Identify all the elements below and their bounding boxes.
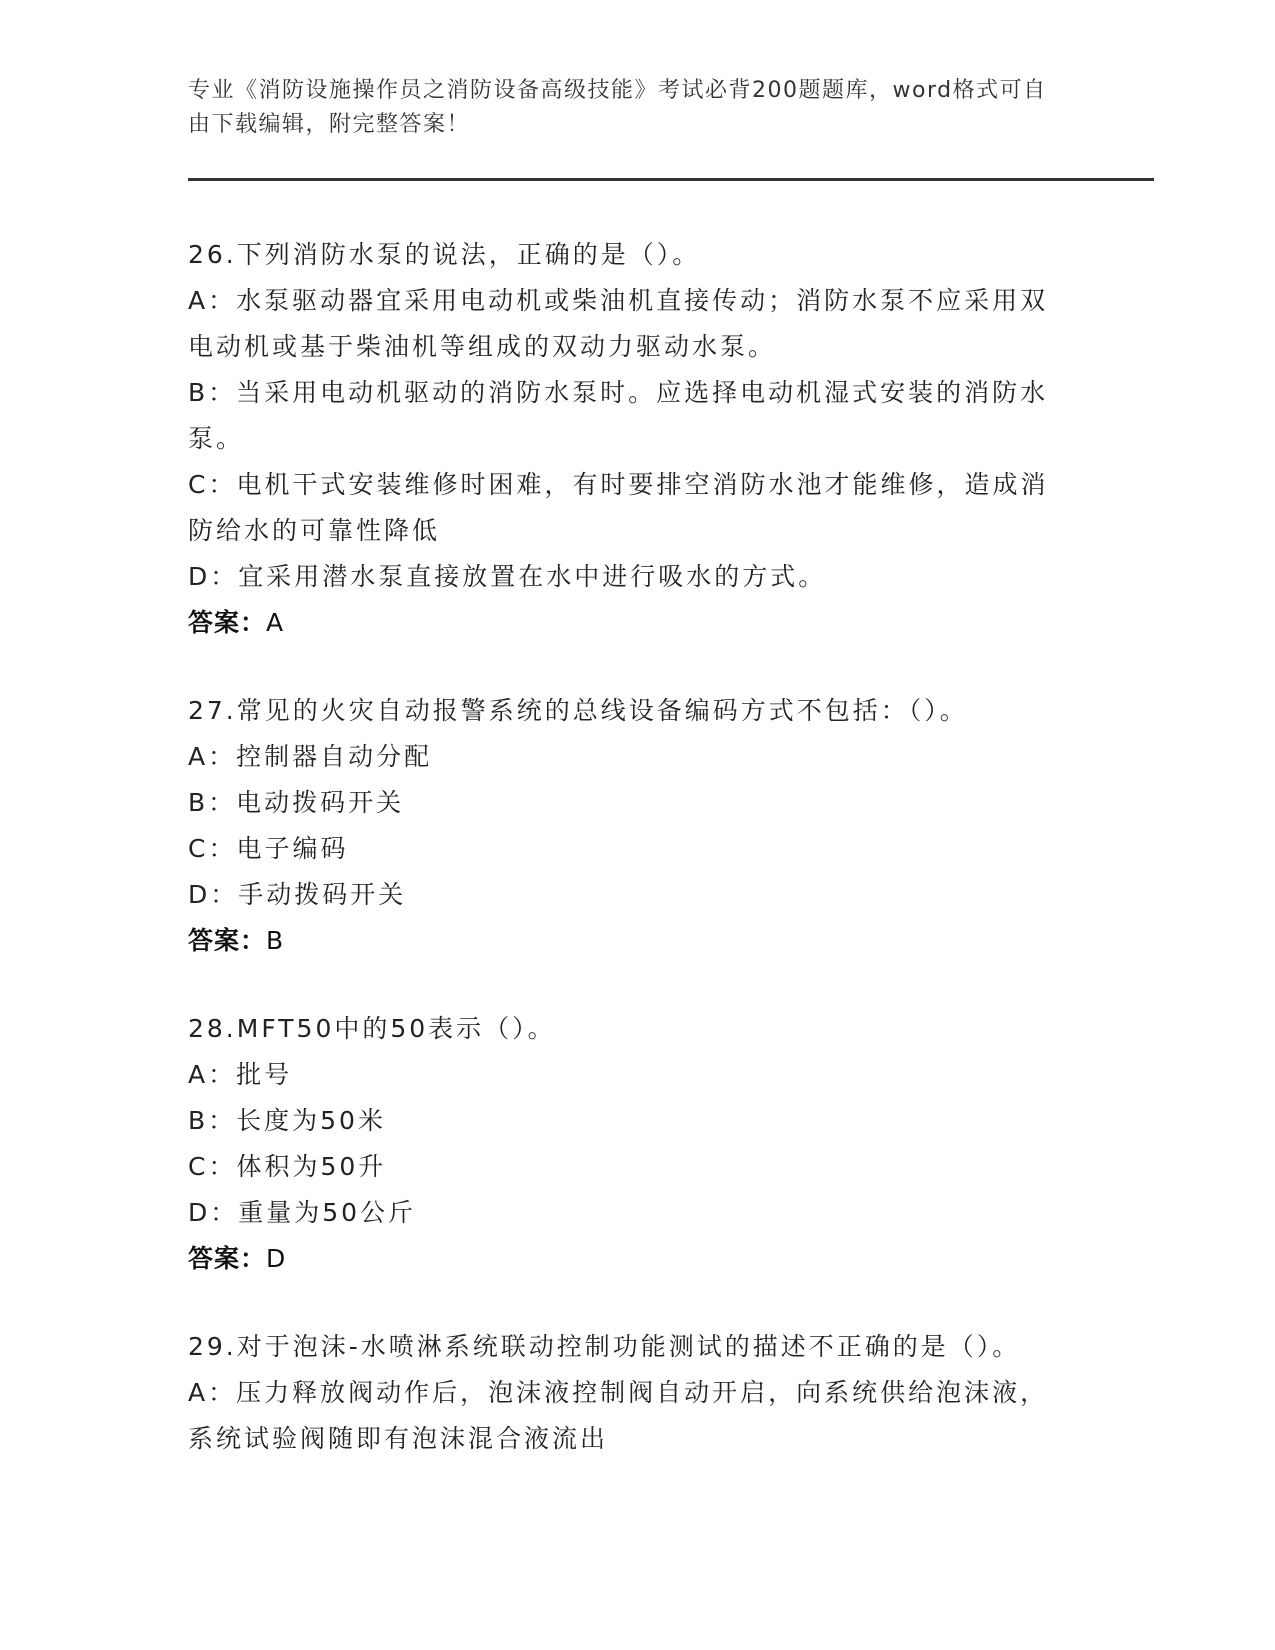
option-a: A：水泵驱动器宜采用电动机或柴油机直接传动；消防水泵不应采用双电动机或基于柴油机等组成的双动力驱动水泵。 — [188, 286, 1049, 361]
option-a: A：控制器自动分配 — [188, 742, 433, 771]
question-28 — [188, 1006, 1068, 1282]
option-c: C：体积为50升 — [188, 1152, 387, 1181]
option-c: C：电机干式安装维修时困难，有时要排空消防水池才能维修，造成消防给水的可靠性降低 — [188, 470, 1049, 545]
option-d: D：宜采用潜水泵直接放置在水中进行吸水的方式。 — [188, 562, 827, 591]
question-stem: 26.下列消防水泵的说法，正确的是（）。 — [188, 240, 701, 269]
option-c: C：电子编码 — [188, 834, 349, 863]
answer-line — [188, 600, 1068, 646]
question-29 — [188, 1324, 1068, 1462]
header-text: 专业《消防设施操作员之消防设备高级技能》考试必背200题题库，word格式可自由下载编辑，附完整答案！ — [188, 78, 1047, 137]
answer-line — [188, 1236, 1068, 1282]
option-b: B：电动拨码开关 — [188, 788, 405, 817]
answer-value: B — [266, 926, 285, 955]
document-header — [188, 74, 1068, 142]
question-26 — [188, 232, 1068, 646]
question-27 — [188, 688, 1068, 964]
header-divider — [188, 178, 1154, 181]
question-stem: 29.对于泡沫-水喷淋系统联动控制功能测试的描述不正确的是（）。 — [188, 1332, 1021, 1361]
option-b: B：长度为50米 — [188, 1106, 386, 1135]
option-a: A：压力释放阀动作后，泡沫液控制阀自动开启，向系统供给泡沫液，系统试验阀随即有泡沫混合液流出 — [188, 1378, 1049, 1453]
answer-line — [188, 918, 1068, 964]
answer-label: 答案： — [188, 926, 267, 955]
option-a: A：批号 — [188, 1060, 293, 1089]
option-d: D：手动拨码开关 — [188, 880, 407, 909]
question-stem: 27.常见的火灾自动报警系统的总线设备编码方式不包括：（）。 — [188, 696, 968, 725]
answer-label: 答案： — [188, 1244, 267, 1273]
question-stem: 28.MFT50中的50表示（）。 — [188, 1014, 556, 1043]
answer-label: 答案： — [188, 608, 267, 637]
option-b: B：当采用电动机驱动的消防水泵时。应选择电动机湿式安装的消防水泵。 — [188, 378, 1049, 453]
answer-value: D — [266, 1244, 287, 1273]
answer-value: A — [266, 608, 285, 637]
option-d: D：重量为50公斤 — [188, 1198, 417, 1227]
